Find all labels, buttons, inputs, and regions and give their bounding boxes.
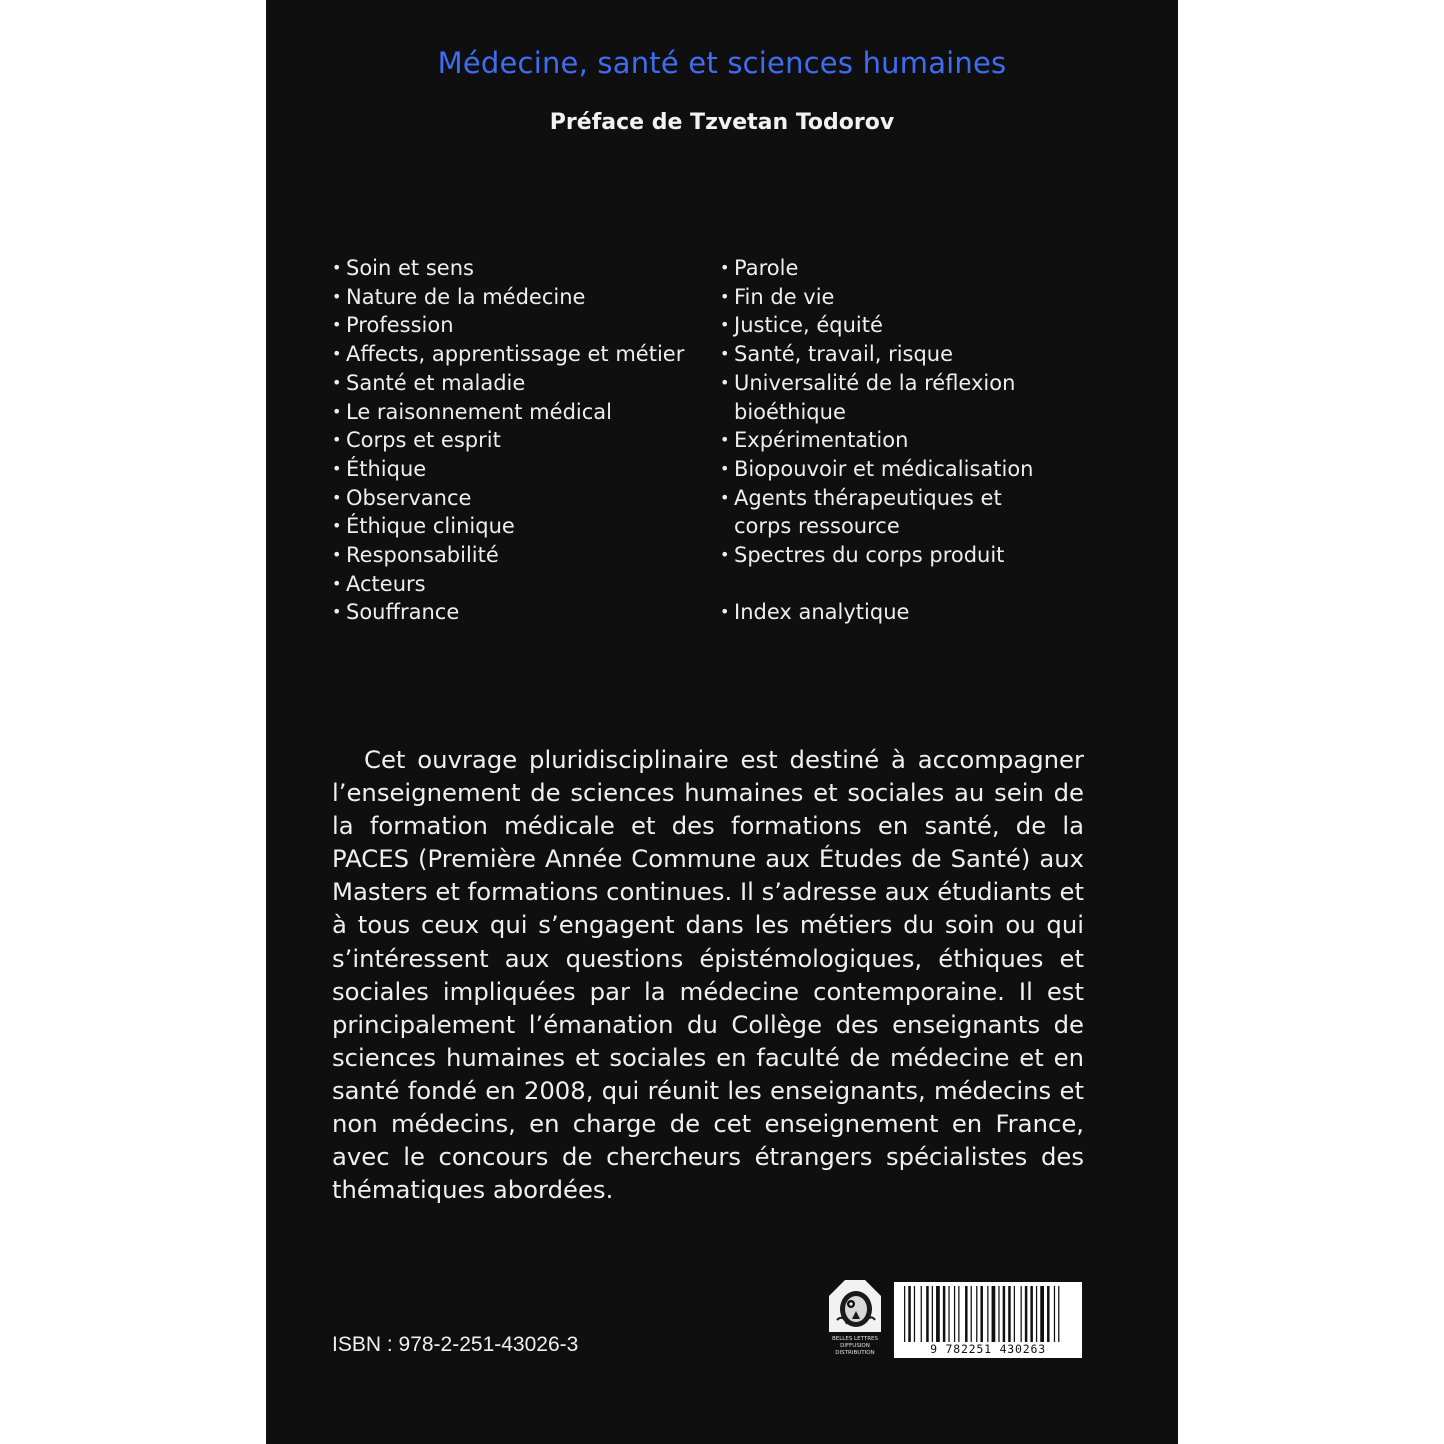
toc-item: • Éthique clinique bbox=[332, 512, 712, 541]
toc-item: • Acteurs bbox=[332, 570, 712, 599]
svg-text:DIFFUSION: DIFFUSION bbox=[840, 1343, 870, 1349]
toc-item: • Responsabilité bbox=[332, 541, 712, 570]
toc-item: • Affects, apprentissage et métier bbox=[332, 340, 712, 369]
toc-item: • Nature de la médecine bbox=[332, 283, 712, 312]
toc-right-column bbox=[720, 254, 1160, 627]
book-description: Cet ouvrage pluridisciplinaire est destiné à accompagner l’enseignement de sciences humaines et sociales au sein de la formation médicale et des formations en santé, de la PACES (Première Année Commune aux Études de Santé) aux Masters et formations continues. Il s’adresse aux étudiants et à tous ceux qui s’engagent dans les métiers du soin ou qui s’intéressent aux questions épistémologiques, éthiques et sociales impliquées par la médecine contemporaine. Il est principalement l’émanation du Collège des enseignants de sciences humaines et sociales en faculté de médecine et en santé fondé en 2008, qui réunit les enseignants, médecins et non médecins, en charge de cet enseignement en France, avec le concours de chercheurs étrangers spécialistes des thématiques abordées. bbox=[332, 745, 1084, 1205]
barcode-digits: 9 782251 430263 bbox=[894, 1342, 1082, 1356]
svg-text:BELLES LETTRES: BELLES LETTRES bbox=[831, 1336, 879, 1342]
preface-credit: Préface de Tzvetan Todorov bbox=[549, 110, 895, 135]
toc-item: • Expérimentation bbox=[720, 426, 1160, 455]
toc-item: • Observance bbox=[332, 484, 712, 513]
toc-item: • Corps et esprit bbox=[332, 426, 712, 455]
isbn: ISBN : 978-2-251-43026-3 bbox=[332, 1333, 579, 1356]
svg-text:DISTRIBUTION: DISTRIBUTION bbox=[835, 1350, 875, 1356]
publisher-logo-icon bbox=[829, 1280, 881, 1356]
toc-item: • Soin et sens bbox=[332, 254, 712, 283]
barcode-bars-icon bbox=[894, 1282, 1082, 1346]
toc-item: • Spectres du corps produit bbox=[720, 541, 1160, 570]
toc-item: • Santé, travail, risque bbox=[720, 340, 1160, 369]
toc-item: • Biopouvoir et médicalisation bbox=[720, 455, 1160, 484]
toc-item: • Justice, équité bbox=[720, 311, 1160, 340]
toc-item: • Le raisonnement médical bbox=[332, 398, 712, 427]
isbn-barcode bbox=[894, 1282, 1082, 1358]
toc-left-column bbox=[332, 254, 712, 627]
toc-item: • Santé et maladie bbox=[332, 369, 712, 398]
toc-item: • Fin de vie bbox=[720, 283, 1160, 312]
toc-item: • Profession bbox=[332, 311, 712, 340]
toc-item: • Universalité de la réflexion bioéthique bbox=[720, 369, 1160, 426]
series-title: Médecine, santé et sciences humaines bbox=[437, 46, 1007, 80]
toc-item-index: • Index analytique bbox=[720, 598, 1160, 627]
toc-item: • Agents thérapeutiques et corps ressource bbox=[720, 484, 1160, 541]
book-back-cover bbox=[266, 0, 1178, 1444]
toc-item: • Souffrance bbox=[332, 598, 712, 627]
toc-item: • Parole bbox=[720, 254, 1160, 283]
toc-item: • Éthique bbox=[332, 455, 712, 484]
